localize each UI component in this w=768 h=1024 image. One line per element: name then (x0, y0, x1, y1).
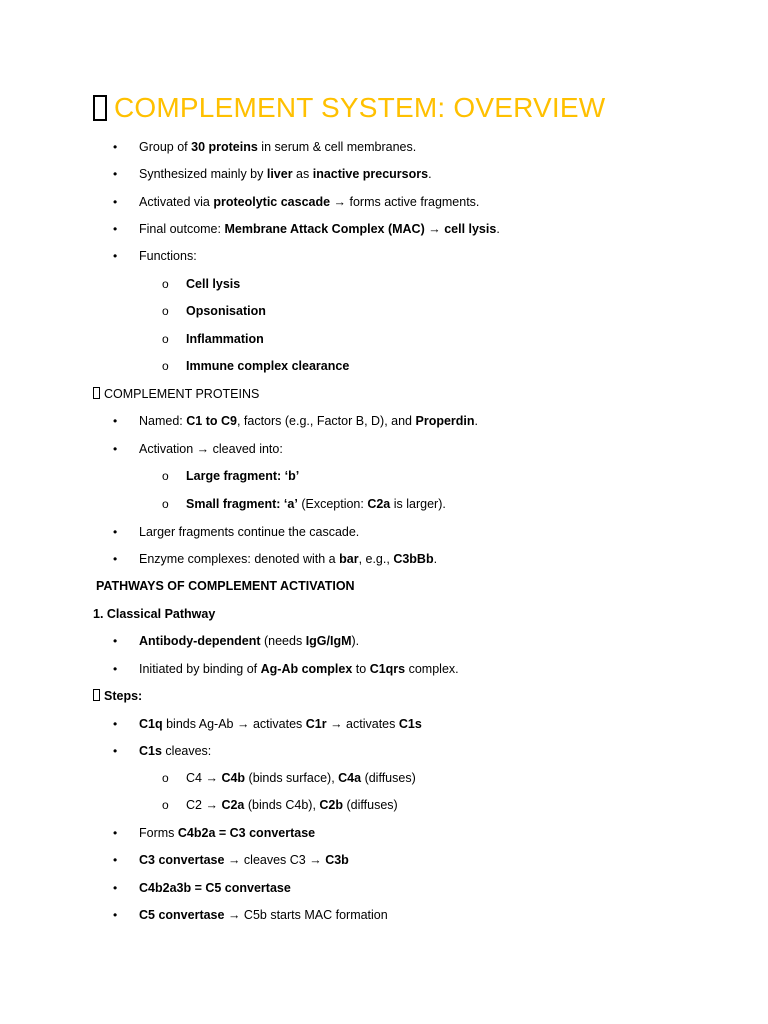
subsection-heading-classical: 1. Classical Pathway (93, 607, 216, 621)
overview-bullet-2: Synthesized mainly by liver as inactive precursors. (139, 167, 432, 181)
proteins-bullet-4: Enzyme complexes: denoted with a bar, e.g., C3bBb. (139, 552, 438, 566)
step-2-sub-2: C2 → C2a (binds C4b), C2b (diffuses) (186, 798, 398, 812)
sub-bullet-icon: o (162, 332, 169, 346)
bullet-icon: • (113, 552, 118, 566)
bullet-icon: • (113, 167, 118, 181)
function-item: Cell lysis (186, 277, 241, 291)
page-title: COMPLEMENT SYSTEM: OVERVIEW (114, 92, 606, 123)
overview-bullet-4: Final outcome: Membrane Attack Complex (MAC) → cell lysis. (139, 222, 500, 236)
proteins-bullet-3: Larger fragments continue the cascade. (139, 525, 360, 539)
sub-bullet-icon: o (162, 771, 169, 785)
bullet-icon: • (113, 195, 118, 209)
section-heading-pathways: PATHWAYS OF COMPLEMENT ACTIVATION (96, 579, 355, 593)
step-6: C5 convertase → C5b starts MAC formation (139, 908, 388, 922)
missing-glyph-icon (93, 387, 100, 399)
classical-bullet-2: Initiated by binding of Ag-Ab complex to C1qrs complex. (139, 662, 459, 676)
bullet-icon: • (113, 881, 118, 895)
sub-bullet-icon: o (162, 277, 169, 291)
function-item: Immune complex clearance (186, 359, 350, 373)
overview-bullet-1: Group of 30 proteins in serum & cell membranes. (139, 140, 417, 154)
classical-bullet-1: Antibody-dependent (needs IgG/IgM). (139, 634, 360, 648)
bullet-icon: • (113, 662, 118, 676)
sub-bullet-icon: o (162, 469, 169, 483)
bullet-icon: • (113, 853, 118, 867)
function-item: Inflammation (186, 332, 264, 346)
step-3: Forms C4b2a = C3 convertase (139, 826, 316, 840)
section-heading-proteins: COMPLEMENT PROTEINS (93, 386, 259, 402)
step-5: C4b2a3b = C5 convertase (139, 881, 291, 895)
function-item: Opsonisation (186, 304, 266, 318)
overview-bullet-3: Activated via proteolytic cascade → forms active fragments. (139, 195, 480, 209)
step-1: C1q binds Ag-Ab → activates C1r → activates C1s (139, 717, 422, 731)
step-2-sub-1: C4 → C4b (binds surface), C4a (diffuses) (186, 771, 416, 785)
sub-bullet-icon: o (162, 304, 169, 318)
bullet-icon: • (113, 249, 118, 263)
missing-glyph-icon (93, 689, 100, 701)
sub-bullet-icon: o (162, 497, 169, 511)
sub-bullet-icon: o (162, 798, 169, 812)
bullet-icon: • (113, 525, 118, 539)
fragment-small: Small fragment: ‘a’ (Exception: C2a is larger). (186, 497, 446, 511)
missing-glyph-icon (93, 95, 107, 121)
step-2: C1s cleaves: (139, 744, 212, 758)
fragment-large: Large fragment: ‘b’ (186, 469, 300, 483)
steps-heading: Steps: (93, 688, 142, 704)
proteins-bullet-2: Activation → cleaved into: (139, 442, 283, 456)
bullet-icon: • (113, 222, 118, 236)
sub-bullet-icon: o (162, 359, 169, 373)
bullet-icon: • (113, 634, 118, 648)
proteins-bullet-1: Named: C1 to C9, factors (e.g., Factor B, D), and Properdin. (139, 414, 479, 428)
bullet-icon: • (113, 826, 118, 840)
title-row (93, 90, 605, 126)
bullet-icon: • (113, 744, 118, 758)
bullet-icon: • (113, 908, 118, 922)
bullet-icon: • (113, 442, 118, 456)
bullet-icon: • (113, 414, 118, 428)
overview-bullet-5: Functions: (139, 249, 197, 263)
bullet-icon: • (113, 717, 118, 731)
bullet-icon: • (113, 140, 118, 154)
step-4: C3 convertase → cleaves C3 → C3b (139, 853, 349, 867)
